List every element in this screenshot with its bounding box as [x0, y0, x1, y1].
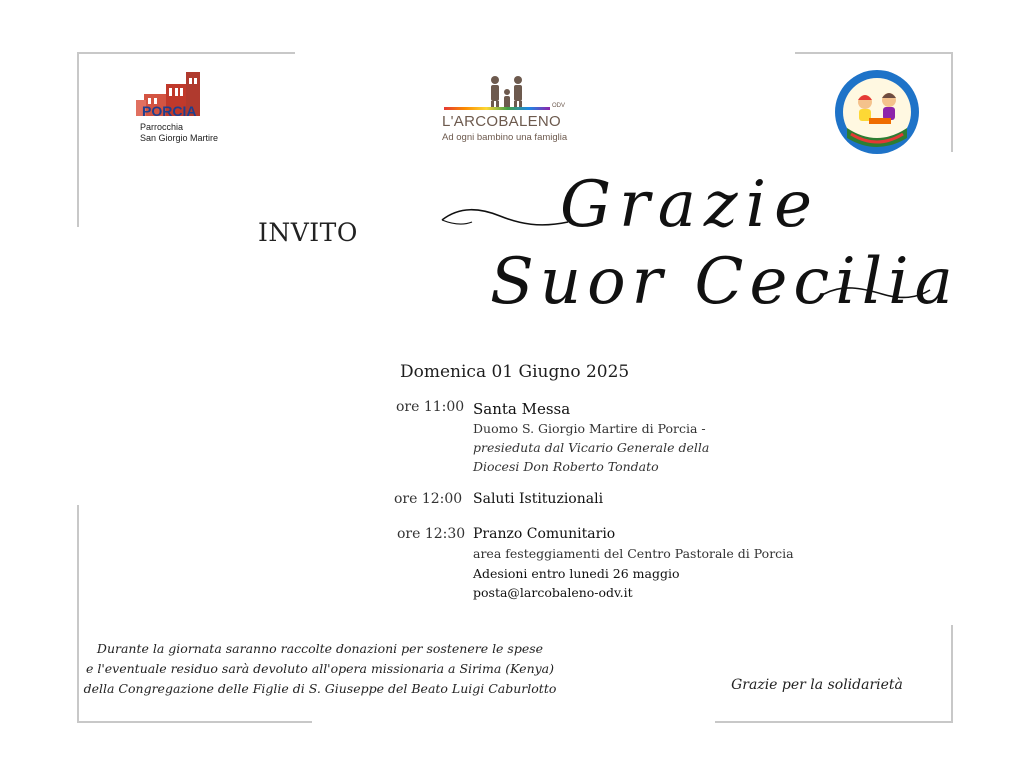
porcia-logo [132, 70, 242, 148]
donation-note-line3: della Congregazione delle Figlie di S. Giuseppe del Beato Luigi Caburlotto [83, 681, 557, 696]
frame-bottom-right [715, 721, 953, 723]
frame-right-top [951, 52, 953, 152]
frame-top-left [77, 52, 295, 54]
event-1-line1: Duomo S. Giorgio Martire di Porcia - [473, 421, 706, 436]
frame-top-right [795, 52, 953, 54]
children-circle-logo [833, 68, 921, 156]
left-flourish [440, 200, 570, 240]
donation-note-line1: Durante la giornata saranno raccolte donazioni per sostenere le spese [96, 641, 544, 656]
time-1: ore 11:00 [396, 399, 465, 415]
arcobaleno-logo [440, 75, 570, 145]
event-date: Domenica 01 Giugno 2025 [400, 362, 630, 382]
frame-left-bottom [77, 505, 79, 723]
arcobaleno-name: L'ARCOBALENO [442, 113, 562, 130]
frame-bottom-left [77, 721, 312, 723]
invito-label: INVITO [258, 218, 358, 247]
porcia-line2: San Giorgio Martire [140, 133, 219, 143]
event-1-line2: presieduta dal Vicario Generale della [473, 440, 710, 455]
arcobaleno-badge: ODV [552, 103, 566, 109]
time-2: ore 12:00 [394, 491, 463, 507]
porcia-line1: Parrocchia [140, 122, 184, 132]
time-3: ore 12:30 [397, 526, 466, 542]
children-drawing-icon [833, 68, 921, 156]
title-suor-cecilia: Suor Cecilia [490, 245, 959, 319]
right-flourish [822, 278, 932, 308]
event-title-3: Pranzo Comunitario [473, 526, 616, 542]
event-1-line3: Diocesi Don Roberto Tondato [473, 459, 659, 474]
rainbow-bar [444, 107, 550, 110]
event-3-email[interactable]: posta@larcobaleno-odv.it [473, 585, 633, 600]
event-title-1: Santa Messa [473, 400, 571, 418]
family-icon [482, 75, 532, 111]
event-3-line2: Adesioni entro lunedi 26 maggio [473, 566, 680, 581]
event-title-2: Saluti Istituzionali [473, 491, 604, 507]
porcia-brand: PORCIA [142, 103, 197, 119]
donation-note-line2: e l'eventuale residuo sarà devoluto all'opera missionaria a Sirima (Kenya) [85, 661, 555, 676]
frame-left-top [77, 52, 79, 227]
title-grazie: Grazie [560, 168, 820, 242]
frame-right-bottom [951, 625, 953, 723]
arcobaleno-tagline: Ad ogni bambino una famiglia [442, 132, 568, 143]
thanks-note: Grazie per la solidarietà [731, 677, 903, 693]
event-3-line1: area festeggiamenti del Centro Pastorale di Porcia [473, 546, 794, 561]
